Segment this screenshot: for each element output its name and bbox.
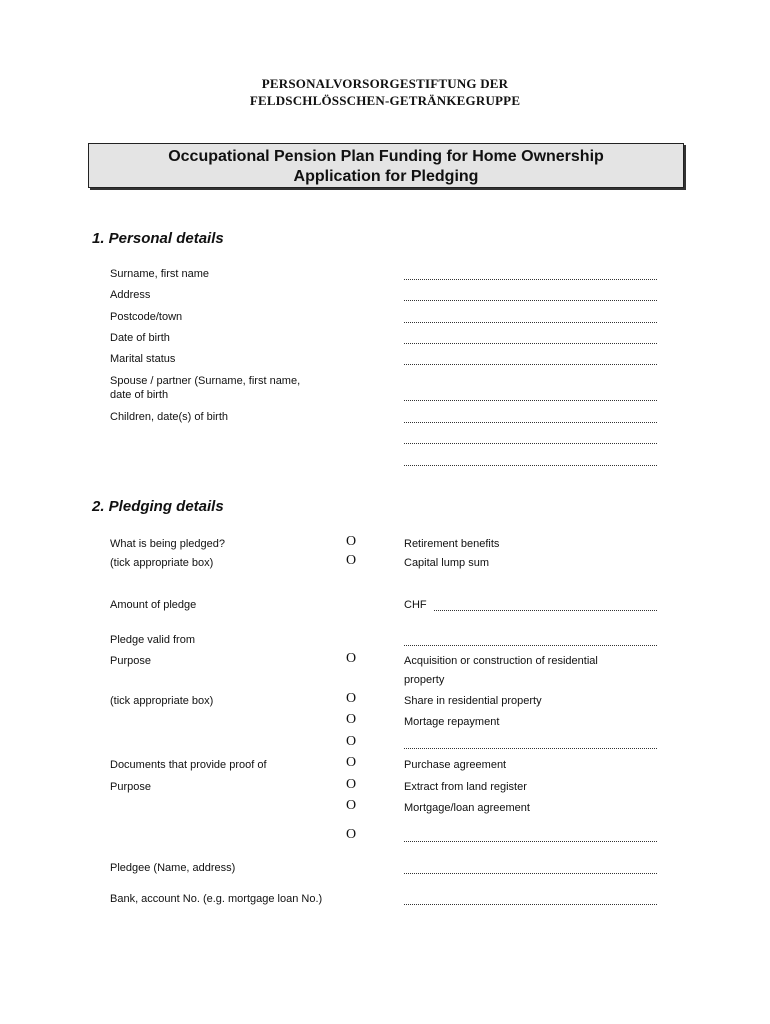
- checkbox-loan-agreement[interactable]: O: [346, 798, 357, 813]
- documents-label-line1: Documents that provide proof of: [110, 759, 267, 771]
- option-acquisition-line2: property: [404, 674, 445, 686]
- option-acquisition-line1: Acquisition or construction of residential: [404, 655, 598, 667]
- other-purpose-field[interactable]: [404, 748, 657, 749]
- pledgee-field[interactable]: [404, 873, 657, 874]
- document-subtitle: Application for Pledging: [293, 168, 479, 185]
- dob-field[interactable]: [404, 343, 657, 344]
- what-pledged-label: What is being pledged?: [110, 538, 225, 550]
- amount-label: Amount of pledge: [110, 599, 197, 611]
- checkbox-share[interactable]: O: [346, 691, 357, 706]
- section-pledging-heading: 2. Pledging details: [92, 498, 224, 515]
- children-field-1[interactable]: [404, 422, 657, 423]
- surname-field[interactable]: [404, 279, 657, 280]
- other-document-field[interactable]: [404, 841, 657, 842]
- amount-field[interactable]: [434, 610, 657, 611]
- pledgee-label: Pledgee (Name, address): [110, 862, 236, 874]
- marital-label: Marital status: [110, 353, 176, 365]
- checkbox-purchase-agreement[interactable]: O: [346, 755, 357, 770]
- postcode-label: Postcode/town: [110, 311, 183, 323]
- bank-field[interactable]: [404, 904, 657, 905]
- children-field-2[interactable]: [404, 443, 657, 444]
- address-label: Address: [110, 289, 151, 301]
- checkbox-other-purpose[interactable]: O: [346, 734, 357, 749]
- documents-label-line2: Purpose: [110, 781, 151, 793]
- spouse-label-line2: date of birth: [110, 389, 169, 401]
- doc-purchase-label: Purchase agreement: [404, 759, 507, 771]
- valid-from-label: Pledge valid from: [110, 634, 195, 646]
- option-capital-label: Capital lump sum: [404, 557, 489, 569]
- section-personal-heading: 1. Personal details: [92, 230, 224, 247]
- surname-label: Surname, first name: [110, 268, 210, 280]
- checkbox-retirement[interactable]: O: [346, 534, 357, 549]
- purpose-label: Purpose: [110, 655, 151, 667]
- spouse-field[interactable]: [404, 400, 657, 401]
- option-mortgage-label: Mortage repayment: [404, 716, 500, 728]
- foundation-name-line1: PERSONALVORSORGESTIFTUNG DER: [261, 76, 509, 91]
- children-label: Children, date(s) of birth: [110, 411, 228, 423]
- option-share-label: Share in residential property: [404, 695, 542, 707]
- spouse-label-line1: Spouse / partner (Surname, first name,: [110, 375, 301, 387]
- doc-extract-label: Extract from land register: [404, 781, 527, 793]
- marital-field[interactable]: [404, 364, 657, 365]
- doc-mortgage-label: Mortgage/loan agreement: [404, 802, 530, 814]
- checkbox-acquisition[interactable]: O: [346, 651, 357, 666]
- postcode-field[interactable]: [404, 322, 657, 323]
- children-field-3[interactable]: [404, 465, 657, 466]
- valid-from-field[interactable]: [404, 645, 657, 646]
- document-title-box: [88, 143, 684, 188]
- tick-box-hint-2: (tick appropriate box): [110, 695, 214, 707]
- foundation-name-line2: FELDSCHLÖSSCHEN-GETRÄNKEGRUPPE: [249, 93, 521, 108]
- bank-label: Bank, account No. (e.g. mortgage loan No.): [110, 893, 323, 905]
- checkbox-capital[interactable]: O: [346, 553, 357, 568]
- checkbox-other-document[interactable]: O: [346, 827, 357, 842]
- dob-label: Date of birth: [110, 332, 170, 344]
- currency-label: CHF: [404, 599, 427, 611]
- tick-box-hint-1: (tick appropriate box): [110, 557, 214, 569]
- address-field[interactable]: [404, 300, 657, 301]
- checkbox-land-register[interactable]: O: [346, 777, 357, 792]
- checkbox-mortgage-repayment[interactable]: O: [346, 712, 357, 727]
- document-title: Occupational Pension Plan Funding for Home Ownership: [168, 148, 604, 165]
- option-retirement-label: Retirement benefits: [404, 538, 500, 550]
